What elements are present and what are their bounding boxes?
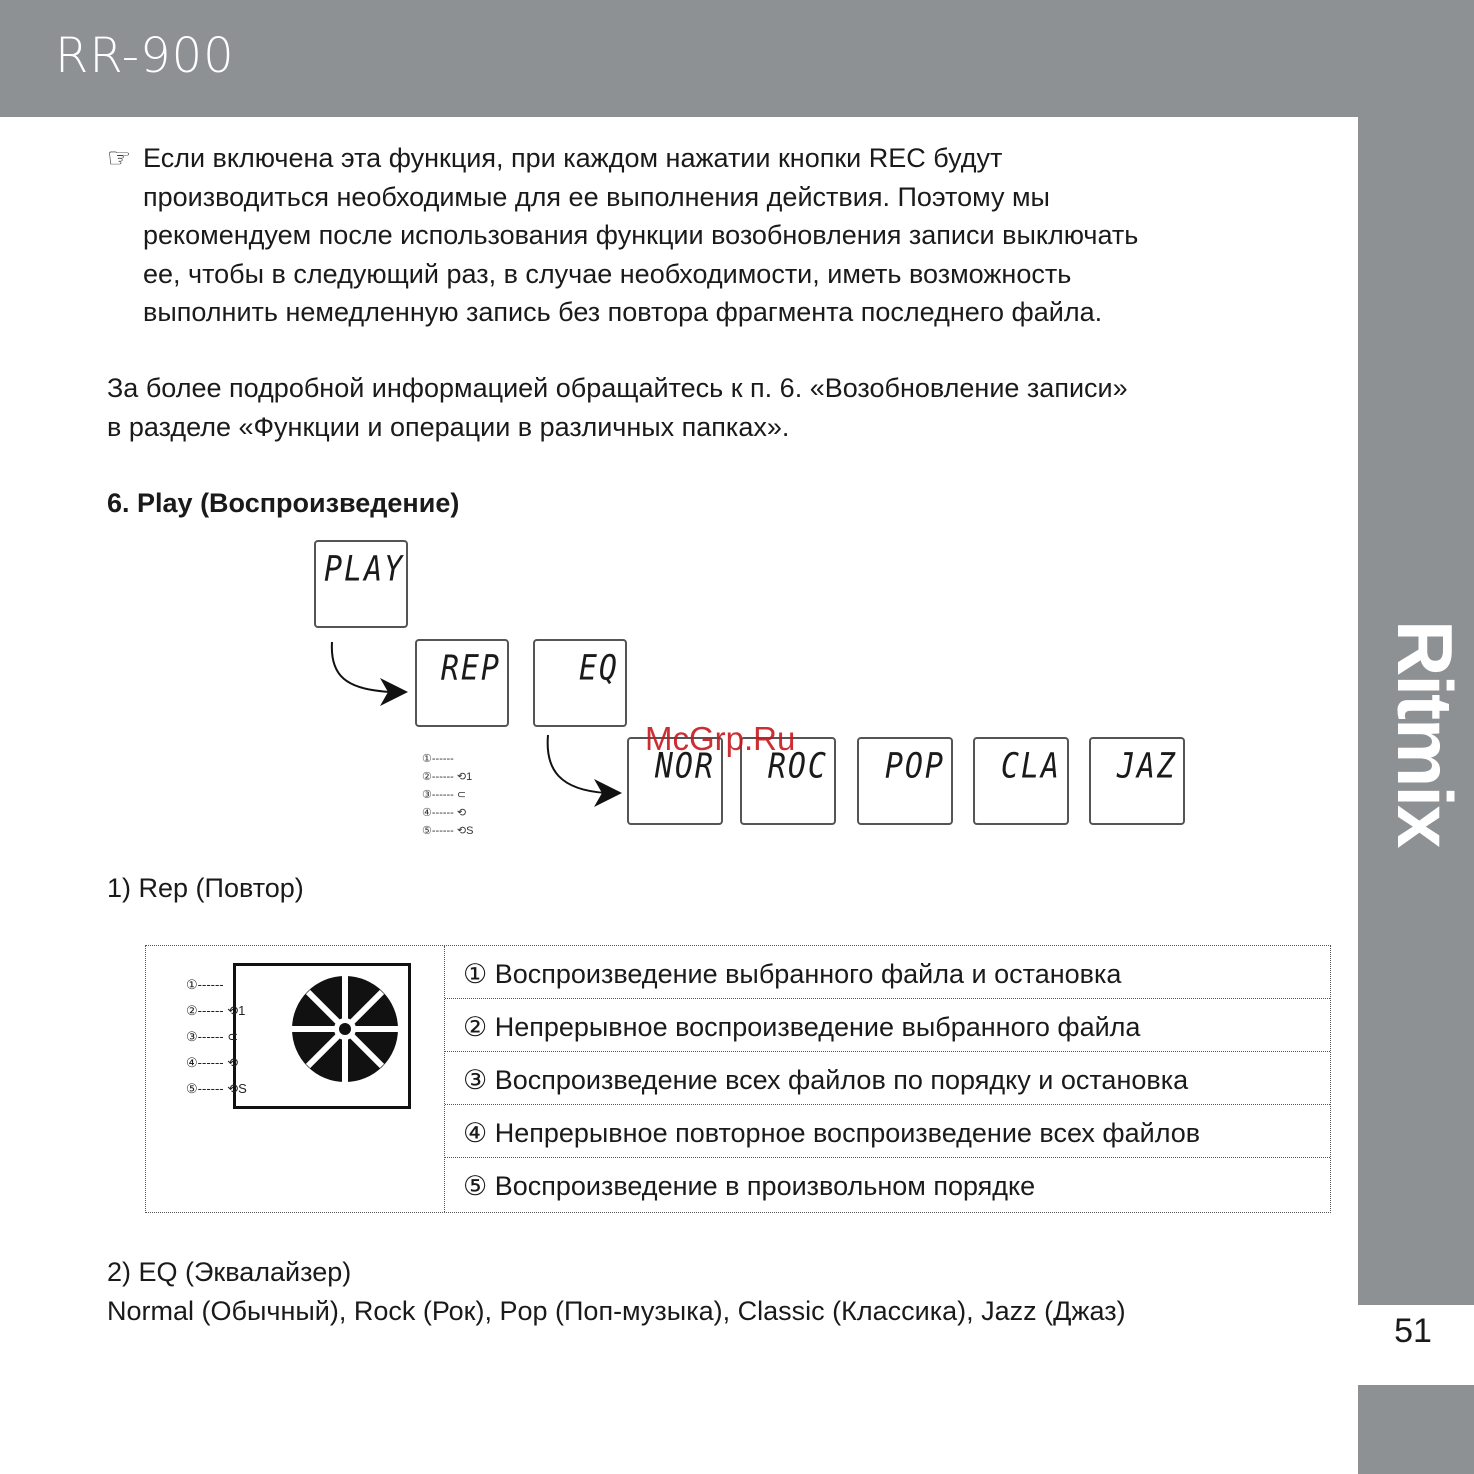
page-number: 51 [1394, 1312, 1432, 1350]
rep-legend [422, 750, 473, 840]
arrow-eq-to-modes [548, 735, 606, 793]
lcd-text: POP [884, 746, 945, 787]
note-line: Если включена эта функция, при каждом нажатии кнопки REC будут [143, 143, 1003, 173]
device-legend [186, 972, 247, 1102]
table-row: ② Непрерывное воспроизведение выбранного файла [445, 999, 1330, 1052]
eq-modes-text: Normal (Обычный), Rock (Рок), Pop (Поп-музыка), Classic (Классика), Jazz (Джаз) [107, 1295, 1126, 1326]
table-row: ④ Непрерывное повторное воспроизведение всех файлов [445, 1105, 1330, 1158]
lcd-text: ROC [767, 746, 828, 787]
lcd-eq [533, 639, 627, 727]
arrow-head-icon [594, 779, 622, 807]
arrow-head-icon [380, 678, 408, 706]
rep-legend-item: ④------ ⟲ [422, 807, 467, 819]
brand-logo: Ritmix [1381, 620, 1469, 847]
device-legend-item: ②------ ⟲1 [186, 1003, 246, 1018]
lcd-text: PLAY [324, 549, 405, 590]
device-legend-item: ⑤------ ⟲S [186, 1081, 247, 1096]
lcd-eq-mode [973, 737, 1069, 825]
table-row: ⑤ Воспроизведение в произвольном порядке [463, 1171, 1036, 1201]
table-row: ① Воспроизведение выбранного файла и остановка [445, 946, 1330, 999]
device-legend-item: ①------ [186, 977, 224, 992]
lcd-text: NOR [654, 746, 715, 787]
device-legend-item: ③------ ⊂ [186, 1029, 239, 1044]
rep-legend-item: ③------ ⊂ [422, 789, 467, 801]
device-display [233, 963, 411, 1109]
rep-legend-item: ⑤------ ⟲S [422, 825, 474, 837]
lcd-play [314, 540, 408, 628]
section-heading: 6. Play (Воспроизведение) [107, 488, 460, 518]
table-row: ③ Воспроизведение всех файлов по порядку и остановка [445, 1052, 1330, 1105]
pointing-hand-icon: ☞ [107, 143, 132, 173]
rep-legend-item: ①------ [422, 753, 454, 765]
note-line: производиться необходимые для ее выполнения действия. Поэтому мы [143, 181, 1050, 212]
eq-section-title: 2) EQ (Эквалайзер) [107, 1257, 352, 1287]
paragraph-line: в разделе «Функции и операции в различных папках». [107, 411, 790, 442]
note-line: выполнить немедленную запись без повтора фрагмента последнего файла. [143, 297, 1103, 328]
note-line: рекомендуем после использования функции возобновления записи выключать [143, 220, 1139, 251]
lcd-eq-mode [857, 737, 953, 825]
note-block [107, 139, 1347, 332]
lcd-rep [415, 639, 509, 727]
paragraph-line: За более подробной информацией обращайтесь к п. 6. «Возобновление записи» [107, 373, 1128, 403]
note-line: ее, чтобы в следующий раз, в случае необходимости, иметь возможность [143, 258, 1072, 289]
lcd-text: REP [440, 648, 501, 689]
watermark: McGrp.Ru [645, 720, 796, 757]
lcd-eq-mode [1089, 737, 1185, 825]
lcd-text: CLA [1000, 746, 1061, 787]
lcd-text: EQ [578, 648, 619, 689]
model-title: RR-900 [55, 28, 235, 84]
eq-section [107, 1253, 1347, 1330]
rep-section-title: 1) Rep (Повтор) [107, 873, 304, 903]
rep-legend-item: ②------ ⟲1 [422, 771, 473, 783]
arrow-play-to-rep [332, 642, 392, 692]
lcd-text: JAZ [1116, 746, 1177, 787]
reference-paragraph [107, 369, 1347, 446]
device-legend-item: ④------ ⟲ [186, 1055, 239, 1070]
